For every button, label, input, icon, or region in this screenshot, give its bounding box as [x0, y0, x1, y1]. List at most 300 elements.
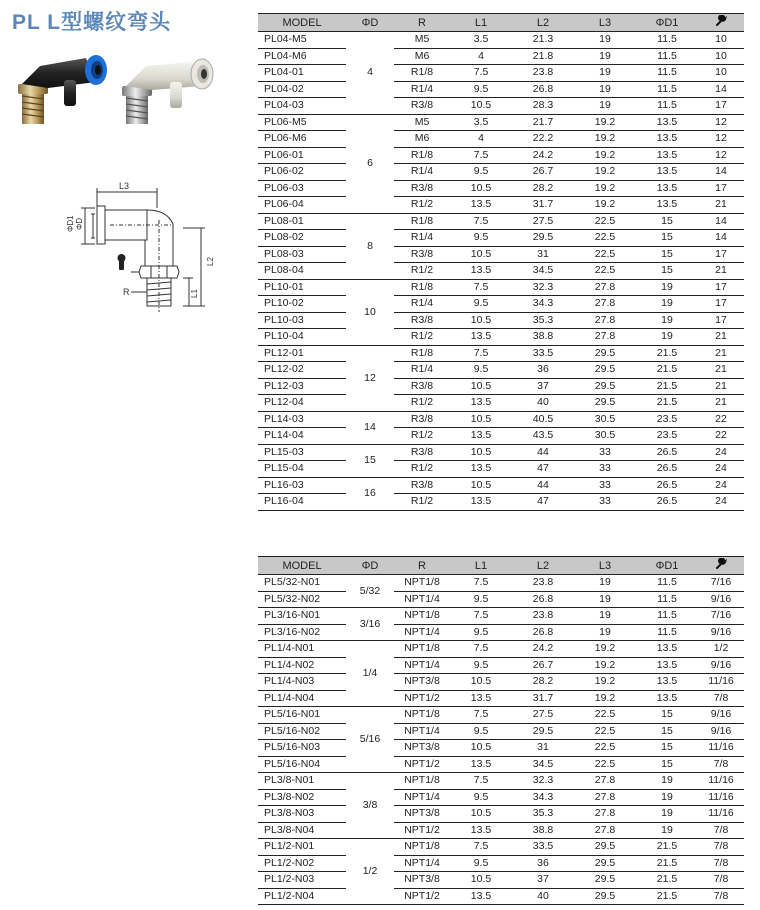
l1-cell: 7.5 — [450, 641, 512, 658]
thread-cell: M6 — [394, 48, 450, 65]
hex-size-cell: 17 — [698, 98, 744, 115]
hex-size-cell: 24 — [698, 494, 744, 511]
l3-cell: 19 — [574, 81, 636, 98]
l1-cell: 13.5 — [450, 690, 512, 707]
hex-size-cell: 11/16 — [698, 806, 744, 823]
l3-cell: 30.5 — [574, 428, 636, 445]
model-cell: PL08-03 — [258, 246, 346, 263]
model-cell: PL08-01 — [258, 213, 346, 230]
table-row — [258, 378, 744, 395]
hex-size-cell: 14 — [698, 213, 744, 230]
l3-cell: 19 — [574, 32, 636, 49]
hex-size-cell: 21 — [698, 197, 744, 214]
table-row — [258, 690, 744, 707]
tube-diameter-cell: 12 — [346, 345, 394, 411]
table-row — [258, 329, 744, 346]
tube-diameter-cell: 15 — [346, 444, 394, 477]
l2-cell: 38.8 — [512, 822, 574, 839]
l3-cell: 22.5 — [574, 756, 636, 773]
table-body — [258, 575, 744, 905]
dim-l2-label: L2 — [206, 257, 215, 266]
l2-cell: 21.8 — [512, 48, 574, 65]
hex-size-cell: 7/16 — [698, 575, 744, 592]
table-row — [258, 197, 744, 214]
table-row — [258, 131, 744, 148]
l2-cell: 31 — [512, 740, 574, 757]
l3-cell: 33 — [574, 444, 636, 461]
tube-diameter-cell: 10 — [346, 279, 394, 345]
d1-cell: 21.5 — [636, 345, 698, 362]
l3-cell: 27.8 — [574, 822, 636, 839]
table-row — [258, 624, 744, 641]
thread-cell: R1/2 — [394, 395, 450, 412]
product-photo — [0, 40, 240, 140]
l2-cell: 21.3 — [512, 32, 574, 49]
l1-cell: 4 — [450, 48, 512, 65]
d1-cell: 13.5 — [636, 641, 698, 658]
table-row — [258, 65, 744, 82]
drawing-wrench-icon — [118, 254, 126, 270]
d1-cell: 13.5 — [636, 114, 698, 131]
hex-size-cell: 21 — [698, 263, 744, 280]
model-cell: PL12-02 — [258, 362, 346, 379]
model-cell: PL06-M5 — [258, 114, 346, 131]
model-cell: PL15-04 — [258, 461, 346, 478]
column-header: L2 — [512, 557, 574, 575]
wrench-icon — [698, 14, 744, 32]
l2-cell: 27.5 — [512, 707, 574, 724]
hex-size-cell: 17 — [698, 246, 744, 263]
model-cell: PL1/4-N01 — [258, 641, 346, 658]
l3-cell: 33 — [574, 494, 636, 511]
hex-size-cell: 7/8 — [698, 888, 744, 905]
d1-cell: 13.5 — [636, 657, 698, 674]
l3-cell: 27.8 — [574, 312, 636, 329]
thread-cell: NPT1/4 — [394, 789, 450, 806]
model-cell: PL1/2-N03 — [258, 872, 346, 889]
l3-cell: 19.2 — [574, 657, 636, 674]
l1-cell: 7.5 — [450, 65, 512, 82]
l2-cell: 22.2 — [512, 131, 574, 148]
l1-cell: 10.5 — [450, 180, 512, 197]
d1-cell: 19 — [636, 806, 698, 823]
l1-cell: 9.5 — [450, 362, 512, 379]
model-cell: PL5/16-N04 — [258, 756, 346, 773]
l3-cell: 19.2 — [574, 131, 636, 148]
hex-size-cell: 11/16 — [698, 789, 744, 806]
table-row — [258, 114, 744, 131]
tube-diameter-cell: 5/16 — [346, 707, 394, 773]
l1-cell: 10.5 — [450, 312, 512, 329]
dim-l3-label: L3 — [119, 181, 130, 191]
tube-diameter-cell: 4 — [346, 32, 394, 115]
l1-cell: 7.5 — [450, 608, 512, 625]
tube-diameter-cell: 16 — [346, 477, 394, 510]
l3-cell: 29.5 — [574, 888, 636, 905]
d1-cell: 23.5 — [636, 411, 698, 428]
model-cell: PL3/8-N01 — [258, 773, 346, 790]
model-cell: PL5/32-N02 — [258, 591, 346, 608]
d1-cell: 11.5 — [636, 32, 698, 49]
l1-cell: 10.5 — [450, 674, 512, 691]
l3-cell: 22.5 — [574, 723, 636, 740]
l1-cell: 3.5 — [450, 32, 512, 49]
l2-cell: 24.2 — [512, 641, 574, 658]
l2-cell: 24.2 — [512, 147, 574, 164]
column-header: ΦD1 — [636, 557, 698, 575]
table-row — [258, 428, 744, 445]
table-row — [258, 723, 744, 740]
hex-size-cell: 10 — [698, 65, 744, 82]
l3-cell: 19.2 — [574, 147, 636, 164]
table-row — [258, 707, 744, 724]
l2-cell: 40 — [512, 395, 574, 412]
l2-cell: 31.7 — [512, 690, 574, 707]
model-cell: PL10-04 — [258, 329, 346, 346]
thread-cell: R3/8 — [394, 444, 450, 461]
hex-size-cell: 17 — [698, 312, 744, 329]
l2-cell: 34.5 — [512, 263, 574, 280]
hex-size-cell: 17 — [698, 296, 744, 313]
l3-cell: 22.5 — [574, 230, 636, 247]
d1-cell: 11.5 — [636, 608, 698, 625]
l2-cell: 34.3 — [512, 789, 574, 806]
hex-size-cell: 24 — [698, 444, 744, 461]
model-cell: PL5/16-N01 — [258, 707, 346, 724]
tube-diameter-cell: 14 — [346, 411, 394, 444]
model-cell: PL08-02 — [258, 230, 346, 247]
thread-cell: NPT1/2 — [394, 690, 450, 707]
model-cell: PL14-03 — [258, 411, 346, 428]
l3-cell: 27.8 — [574, 806, 636, 823]
d1-cell: 23.5 — [636, 428, 698, 445]
thread-cell: R1/8 — [394, 345, 450, 362]
thread-cell: NPT1/8 — [394, 575, 450, 592]
tube-diameter-cell: 5/32 — [346, 575, 394, 608]
l2-cell: 31.7 — [512, 197, 574, 214]
thread-cell: R3/8 — [394, 246, 450, 263]
tube-diameter-cell: 3/8 — [346, 773, 394, 839]
model-cell: PL1/4-N03 — [258, 674, 346, 691]
thread-cell: NPT1/8 — [394, 839, 450, 856]
table-row — [258, 806, 744, 823]
d1-cell: 11.5 — [636, 48, 698, 65]
hex-size-cell: 22 — [698, 411, 744, 428]
thread-cell: R3/8 — [394, 411, 450, 428]
thread-cell: NPT1/2 — [394, 822, 450, 839]
l3-cell: 19.2 — [574, 197, 636, 214]
d1-cell: 21.5 — [636, 855, 698, 872]
table-row — [258, 591, 744, 608]
model-cell: PL12-03 — [258, 378, 346, 395]
table-row — [258, 362, 744, 379]
table-row — [258, 213, 744, 230]
l1-cell: 9.5 — [450, 164, 512, 181]
hex-size-cell: 12 — [698, 147, 744, 164]
l3-cell: 27.8 — [574, 329, 636, 346]
model-cell: PL10-03 — [258, 312, 346, 329]
wrench-icon — [698, 557, 744, 575]
model-cell: PL16-03 — [258, 477, 346, 494]
table-row — [258, 888, 744, 905]
l3-cell: 19.2 — [574, 641, 636, 658]
l3-cell: 27.8 — [574, 773, 636, 790]
model-cell: PL12-04 — [258, 395, 346, 412]
l3-cell: 27.8 — [574, 296, 636, 313]
d1-cell: 15 — [636, 723, 698, 740]
d1-cell: 11.5 — [636, 591, 698, 608]
l1-cell: 13.5 — [450, 329, 512, 346]
model-cell: PL06-03 — [258, 180, 346, 197]
model-cell: PL3/16-N01 — [258, 608, 346, 625]
hex-size-cell: 11/16 — [698, 740, 744, 757]
l1-cell: 10.5 — [450, 477, 512, 494]
hex-size-cell: 14 — [698, 81, 744, 98]
inch-spec-table — [258, 556, 744, 905]
thread-cell: NPT3/8 — [394, 872, 450, 889]
l1-cell: 7.5 — [450, 839, 512, 856]
hex-size-cell: 9/16 — [698, 657, 744, 674]
d1-cell: 15 — [636, 707, 698, 724]
table-header-row — [258, 14, 744, 32]
l2-cell: 32.3 — [512, 279, 574, 296]
tube-diameter-cell: 1/2 — [346, 839, 394, 905]
model-cell: PL10-02 — [258, 296, 346, 313]
table-row — [258, 98, 744, 115]
l3-cell: 33 — [574, 477, 636, 494]
l1-cell: 3.5 — [450, 114, 512, 131]
d1-cell: 19 — [636, 296, 698, 313]
l1-cell: 7.5 — [450, 279, 512, 296]
d1-cell: 13.5 — [636, 131, 698, 148]
l2-cell: 28.3 — [512, 98, 574, 115]
hex-size-cell: 17 — [698, 180, 744, 197]
d1-cell: 15 — [636, 246, 698, 263]
d1-cell: 13.5 — [636, 147, 698, 164]
table-row — [258, 411, 744, 428]
l1-cell: 9.5 — [450, 855, 512, 872]
l2-cell: 37 — [512, 378, 574, 395]
l3-cell: 19.2 — [574, 180, 636, 197]
thread-cell: NPT1/4 — [394, 855, 450, 872]
l2-cell: 26.7 — [512, 657, 574, 674]
thread-cell: NPT3/8 — [394, 674, 450, 691]
model-cell: PL04-M5 — [258, 32, 346, 49]
table-row — [258, 575, 744, 592]
table-row — [258, 822, 744, 839]
thread-cell: R1/2 — [394, 329, 450, 346]
column-header: L1 — [450, 14, 512, 32]
l2-cell: 31 — [512, 246, 574, 263]
d1-cell: 11.5 — [636, 98, 698, 115]
metric-spec-table — [258, 13, 744, 511]
column-header: L1 — [450, 557, 512, 575]
column-header: L3 — [574, 557, 636, 575]
l2-cell: 34.5 — [512, 756, 574, 773]
table-row — [258, 246, 744, 263]
l1-cell: 4 — [450, 131, 512, 148]
l1-cell: 10.5 — [450, 98, 512, 115]
model-cell: PL06-02 — [258, 164, 346, 181]
l3-cell: 19 — [574, 48, 636, 65]
d1-cell: 26.5 — [636, 461, 698, 478]
l3-cell: 29.5 — [574, 395, 636, 412]
table-row — [258, 147, 744, 164]
l2-cell: 47 — [512, 494, 574, 511]
l3-cell: 19.2 — [574, 690, 636, 707]
l3-cell: 29.5 — [574, 378, 636, 395]
hex-size-cell: 12 — [698, 114, 744, 131]
thread-cell: R3/8 — [394, 98, 450, 115]
model-cell: PL3/8-N04 — [258, 822, 346, 839]
hex-size-cell: 21 — [698, 362, 744, 379]
hex-size-cell: 7/8 — [698, 690, 744, 707]
table-row — [258, 494, 744, 511]
hex-size-cell: 7/8 — [698, 872, 744, 889]
model-cell: PL1/4-N04 — [258, 690, 346, 707]
d1-cell: 11.5 — [636, 81, 698, 98]
thread-cell: NPT3/8 — [394, 740, 450, 757]
hex-size-cell: 21 — [698, 329, 744, 346]
hex-size-cell: 11/16 — [698, 674, 744, 691]
thread-cell: R3/8 — [394, 378, 450, 395]
d1-cell: 13.5 — [636, 690, 698, 707]
d1-cell: 15 — [636, 756, 698, 773]
tube-diameter-cell: 6 — [346, 114, 394, 213]
d1-cell: 13.5 — [636, 164, 698, 181]
table-row — [258, 477, 744, 494]
d1-cell: 19 — [636, 329, 698, 346]
l1-cell: 10.5 — [450, 411, 512, 428]
hex-size-cell: 9/16 — [698, 723, 744, 740]
model-cell: PL04-03 — [258, 98, 346, 115]
table-row — [258, 674, 744, 691]
thread-cell: NPT1/8 — [394, 773, 450, 790]
l3-cell: 22.5 — [574, 263, 636, 280]
l2-cell: 44 — [512, 444, 574, 461]
dim-r-label: R — [123, 287, 130, 297]
dim-d-label: ΦD — [75, 217, 84, 230]
l1-cell: 9.5 — [450, 591, 512, 608]
model-cell: PL04-M6 — [258, 48, 346, 65]
l1-cell: 13.5 — [450, 494, 512, 511]
table-row — [258, 345, 744, 362]
l1-cell: 7.5 — [450, 707, 512, 724]
thread-cell: R1/4 — [394, 296, 450, 313]
l2-cell: 36 — [512, 362, 574, 379]
thread-cell: M5 — [394, 32, 450, 49]
l2-cell: 26.8 — [512, 591, 574, 608]
d1-cell: 15 — [636, 263, 698, 280]
hex-size-cell: 7/8 — [698, 822, 744, 839]
l2-cell: 33.5 — [512, 345, 574, 362]
l1-cell: 9.5 — [450, 296, 512, 313]
table-row — [258, 773, 744, 790]
l1-cell: 7.5 — [450, 213, 512, 230]
model-cell: PL1/2-N04 — [258, 888, 346, 905]
l2-cell: 21.7 — [512, 114, 574, 131]
hex-size-cell: 10 — [698, 32, 744, 49]
l2-cell: 35.3 — [512, 806, 574, 823]
table-row — [258, 263, 744, 280]
l2-cell: 26.8 — [512, 624, 574, 641]
model-cell: PL3/16-N02 — [258, 624, 346, 641]
hex-size-cell: 9/16 — [698, 707, 744, 724]
thread-cell: R1/2 — [394, 263, 450, 280]
column-header: ΦD1 — [636, 14, 698, 32]
d1-cell: 15 — [636, 740, 698, 757]
hex-size-cell: 17 — [698, 279, 744, 296]
d1-cell: 26.5 — [636, 494, 698, 511]
hex-size-cell: 24 — [698, 477, 744, 494]
dim-l1-label: L1 — [190, 289, 199, 298]
l3-cell: 29.5 — [574, 855, 636, 872]
l3-cell: 30.5 — [574, 411, 636, 428]
d1-cell: 21.5 — [636, 872, 698, 889]
thread-cell: NPT1/4 — [394, 624, 450, 641]
table-row — [258, 81, 744, 98]
l2-cell: 29.5 — [512, 723, 574, 740]
l1-cell: 9.5 — [450, 230, 512, 247]
l1-cell: 13.5 — [450, 461, 512, 478]
model-cell: PL1/2-N02 — [258, 855, 346, 872]
hex-size-cell: 21 — [698, 395, 744, 412]
thread-cell: R1/8 — [394, 147, 450, 164]
table-row — [258, 32, 744, 49]
thread-cell: R3/8 — [394, 477, 450, 494]
table-row — [258, 872, 744, 889]
model-cell: PL15-03 — [258, 444, 346, 461]
hex-size-cell: 21 — [698, 378, 744, 395]
model-cell: PL06-01 — [258, 147, 346, 164]
l1-cell: 10.5 — [450, 246, 512, 263]
hex-size-cell: 9/16 — [698, 591, 744, 608]
d1-cell: 11.5 — [636, 65, 698, 82]
l1-cell: 10.5 — [450, 378, 512, 395]
model-cell: PL5/16-N03 — [258, 740, 346, 757]
table-row — [258, 279, 744, 296]
l2-cell: 34.3 — [512, 296, 574, 313]
model-cell: PL1/4-N02 — [258, 657, 346, 674]
thread-cell: R1/8 — [394, 65, 450, 82]
l3-cell: 19.2 — [574, 674, 636, 691]
l2-cell: 27.5 — [512, 213, 574, 230]
l3-cell: 29.5 — [574, 362, 636, 379]
table-row — [258, 756, 744, 773]
column-header: R — [394, 557, 450, 575]
thread-cell: R1/8 — [394, 279, 450, 296]
table-row — [258, 461, 744, 478]
thread-cell: R1/2 — [394, 494, 450, 511]
thread-cell: NPT3/8 — [394, 806, 450, 823]
l3-cell: 29.5 — [574, 872, 636, 889]
model-cell: PL08-04 — [258, 263, 346, 280]
thread-cell: R1/4 — [394, 164, 450, 181]
hex-size-cell: 10 — [698, 48, 744, 65]
l1-cell: 13.5 — [450, 197, 512, 214]
thread-cell: R3/8 — [394, 180, 450, 197]
l1-cell: 9.5 — [450, 624, 512, 641]
l3-cell: 22.5 — [574, 213, 636, 230]
table-row — [258, 608, 744, 625]
l2-cell: 32.3 — [512, 773, 574, 790]
thread-cell: NPT1/4 — [394, 723, 450, 740]
hex-size-cell: 7/8 — [698, 839, 744, 856]
column-header: MODEL — [258, 14, 346, 32]
thread-cell: R1/4 — [394, 362, 450, 379]
thread-cell: NPT1/2 — [394, 888, 450, 905]
l3-cell: 27.8 — [574, 279, 636, 296]
